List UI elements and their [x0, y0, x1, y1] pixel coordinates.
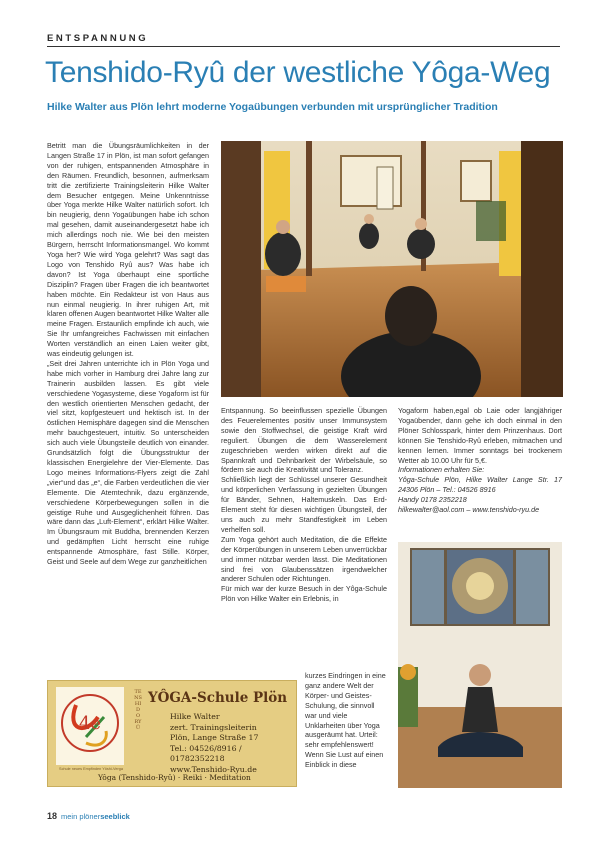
paragraph: Schließlich liegt der Schlüssel unserer Gesundheit und körperlichen Verfassung in gezielten Übungen für Bänder, Sehnen, Haltemuskeln. Das Erd-Element steht für diesen wichtigen Übungsteil, der uns auch zu mehr Standfestigkeit im Leben verhelfen soll.	[221, 475, 387, 534]
yoga-school-ad	[47, 680, 297, 787]
logo-mark: 4e	[78, 713, 102, 734]
yoga-class-photo	[221, 141, 563, 397]
article-title: Tenshido-Ryû der westliche Yôga-Weg	[45, 56, 551, 89]
ad-website[interactable]: www.Tenshido-Ryu.de	[170, 764, 257, 774]
ad-address: Plön, Lange Straße 17	[170, 733, 259, 742]
paragraph: Zum Yoga gehört auch Meditation, die die Effekte der Körperübungen in unserem Leben unverrückbar und immer nützbar werden lässt. Die Meditationen sind frei von Glaubenssätzen irgendwelcher anderer Schulen oder Richtungen.	[221, 534, 387, 584]
article-subtitle: Hilke Walter aus Plön lehrt moderne Yogaübungen verbunden mit ursprünglicher Tradition	[47, 101, 498, 113]
meditation-photo	[398, 542, 562, 788]
school-logo	[56, 687, 124, 765]
paragraph: Entspannung. So beeinflussen spezielle Übungen des Feuerelementes positiv unser Immunsystem sowie den Stoffwechsel, die geistige Kraft wird reguliert. Übungen die dem Wasserelement zugeschrieben werden wirken direkt auf die Spannkraft und Dehnbarkeit der Wirbelsäule, so fördern sie auch die Kreativität und Toleranz.	[221, 406, 387, 475]
text-column-3	[398, 406, 562, 515]
paragraph: kurzes Eindringen in eine ganz andere Welt der Körper- und Geistes-Schulung, die sinnvoll war und viele Unklarheiten über Yoga ausgeräumt hat. Urteil: sehr empfehlenswert!	[305, 671, 386, 750]
paragraph: Für mich war der kurze Besuch in der Yôga-Schule Plön von Hilke Walter ein Erlebnis, in	[221, 584, 387, 604]
text-column-2	[221, 406, 387, 604]
ad-footer: Yôga (Tenshido-Ryû) · Reiki · Meditation	[98, 773, 251, 782]
brand-prefix: mein plöner	[61, 812, 101, 821]
ad-contact	[170, 712, 296, 775]
page-number: 18	[47, 811, 58, 821]
paragraph: „Seit drei Jahren unterrichte ich in Plön Yoga und habe mich vorher in Hamburg drei Jahre lang zur Trainerin ausbilden lassen. Es gibt viele verschiedene Yogasysteme, diese Yogaform ist für den westlich orientierten Menschen gedacht, der viel sitzt, kopfgesteuert und hektisch ist. In der östlichen Hemisphäre dagegen sind die Menschen mehr bauchgesteuert, intuitiv. So unterscheiden sich auch viele Übungsteile deutlich von einander. Grundsätzlich folgt die Übungsstruktur der klassischen Energielehre der Vier-Elemente. Das Logo meines Informations-Flyers zeigt die Zahl „vier“und das „e“, die Farben verdeutlichen die vier Elemente. Die Atemtechnik, dazu ergänzende, verschiedene Körperbewegungen sollen in die geistige Ruhe und Ausgeglichenheit führen. Das wäre dann das „Luft-Element“, erklärt Hilke Walter. Im Übungsraum mit Buddha, brennenden Kerzen und gedämpften Licht herrscht eine ruhige entspannende Atmosphäre, fast Stille. Körper, Geist und Seele auf dem Wege zur ganzheitlichen	[47, 358, 209, 567]
info-contact-link[interactable]: hilkewalter@aol.com – www.tenshido-ryu.de	[398, 505, 540, 515]
paragraph: Wenn Sie Lust auf einen Einblick in diese	[305, 750, 384, 770]
ad-name: Hilke Walter	[170, 712, 220, 721]
ad-title: YÔGA-Schule Plön	[148, 690, 288, 706]
info-address: Yôga-Schule Plön, Hilke Walter Lange Str. 17 24306 Plön – Tel.: 04526 8916	[398, 475, 562, 495]
brand-suffix: seeblick	[100, 812, 130, 821]
section-rule	[47, 46, 560, 47]
info-mobile: Handy 0178 2352218	[398, 495, 467, 505]
info-title: Informationen erhalten Sie:	[398, 465, 485, 475]
ad-vertical-text: TENSHIDO RYÛ	[134, 689, 142, 731]
magazine-brand	[61, 812, 130, 821]
paragraph: Betritt man die Übungsräumlichkeiten in der Langen Straße 17 in Plön, ist man sofort gefangen von der ruhigen, entspannenden Atmosphäre in den Räumen. Freundlich, besonnen, aufmerksam tritt die zertifizierte Trainingsleiterin Hilke Walter dem Besucher entgegen. Meine Unkenntnisse über Yoga merkte Hilke Walter natürlich sofort. Ich bin neugierig, denn Yogaübungen habe ich schon mal gesehen, damit auseinandergesetzt habe ich mich allerdings noch nie. Wie bei den meisten Bürgern, herrscht Informationsmangel. Wo kommt Yoga her? Wie wird Yoga gelehrt? Was sagt das Logo von Tenshido Ryû aus? Was habe ich davon? Ist Yoga überhaupt eine sportliche Disziplin? Fragen über Fragen die ich beantwortet haben möchte. Ein Redakteur ist von Haus aus nun einmal neugierig. In ihrer ruhigen Art, mit klaren offenen Augen beantwortet Hilke Walter alle meine Fragen. Erstaunlich empfinde ich auch, wie Sie Ihr umfangreiches Fachwissen mit einfachen Worten verständlich an einen Laien weiter gibt, was eindeutig gelungen ist.	[47, 141, 209, 359]
ad-role: zert. Trainingsleiterin	[170, 722, 257, 732]
paragraph: Yogaform haben,egal ob Laie oder langjähriger Yogaübender, dann gehe ich doch einmal in den Plöner Schlosspark, hinter dem Prinzenhaus. Dort können Sie Tenshido-Ryû erleben, mitmachen und kennen lernen. Immer sonntags bei trockenem Wetter ab 10.00 Uhr für 5,€.	[398, 406, 562, 465]
section-label: ENTSPANNUNG	[47, 33, 149, 44]
logo-caption: Schule neues Empfinden Yôshi-Verga	[59, 767, 123, 771]
text-column-2-narrow	[305, 671, 387, 770]
text-column-1	[47, 141, 209, 669]
ad-phone: Tel.: 04526/8916 / 01782352218	[170, 743, 242, 763]
